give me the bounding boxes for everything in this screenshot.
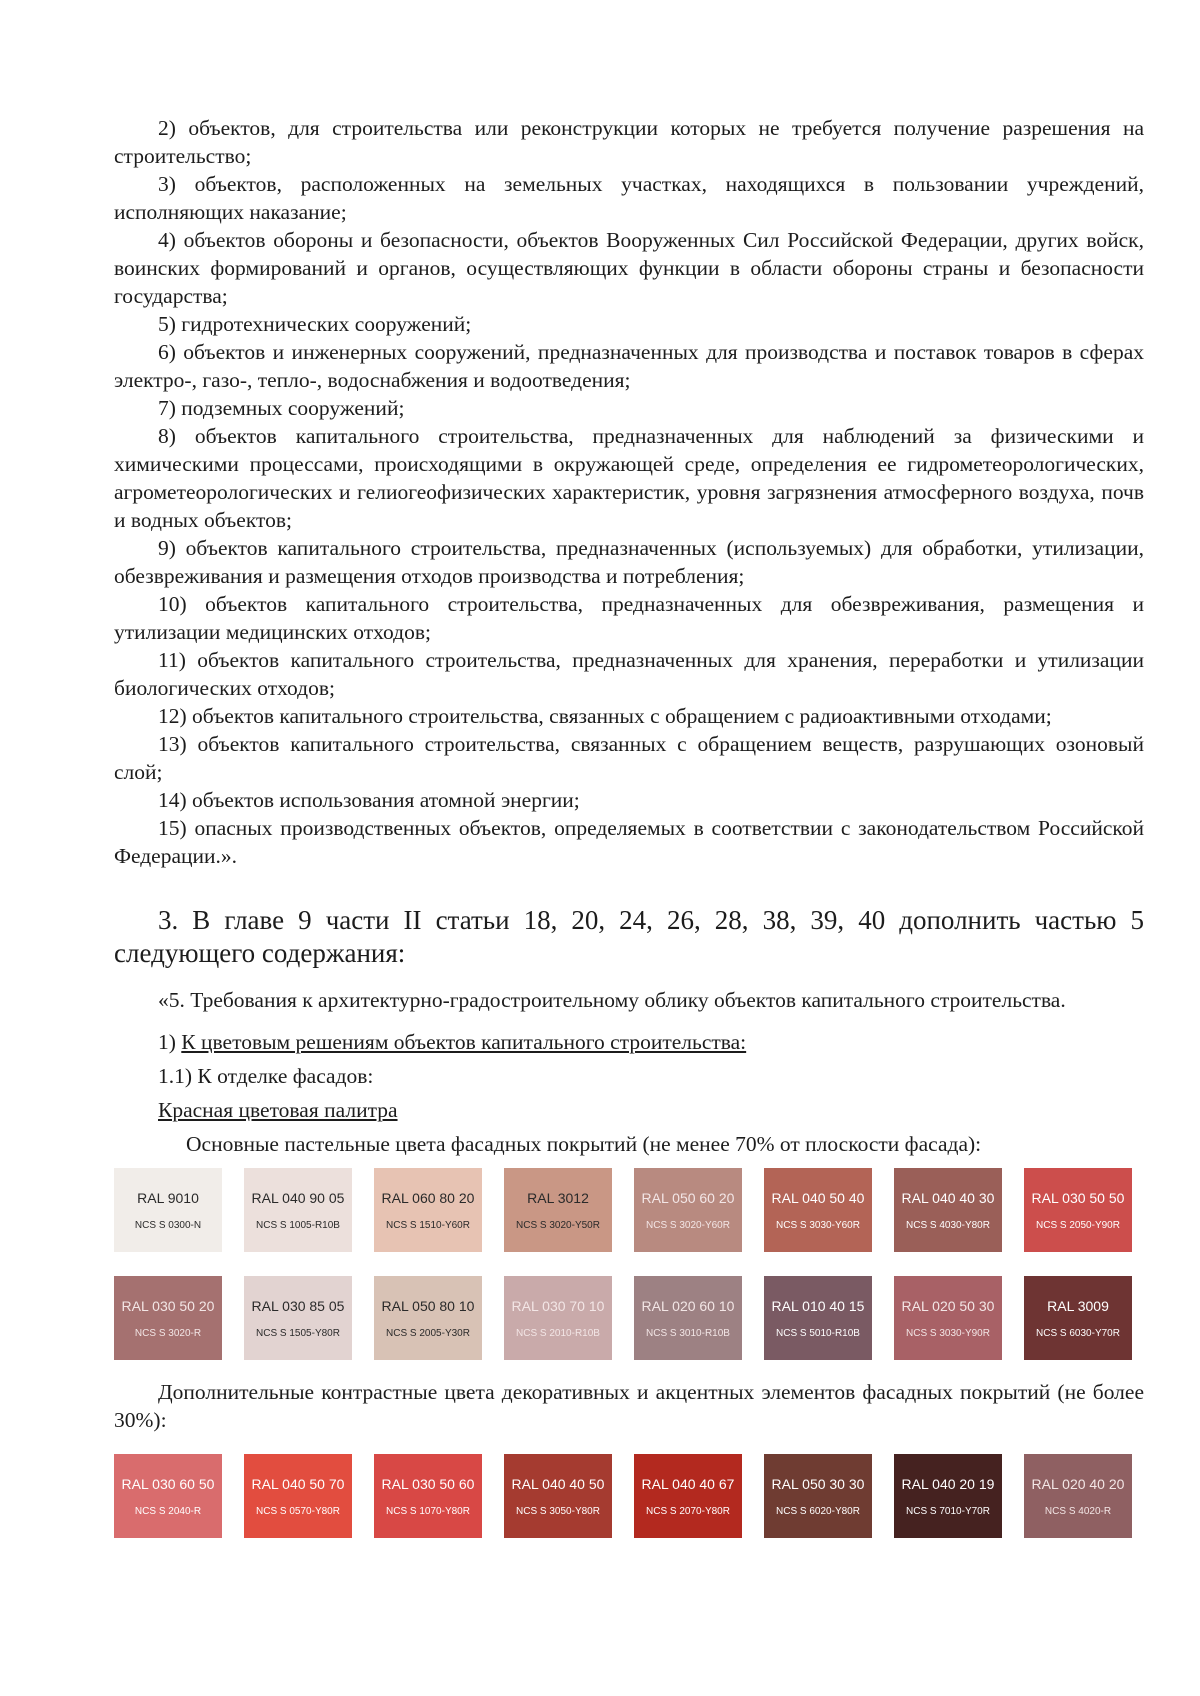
ral-code: RAL 3012 [527, 1189, 589, 1206]
ncs-code: NCS S 0570-Y80R [256, 1505, 340, 1517]
list-item: 3) объектов, расположенных на земельных участках, находящихся в пользовании учреждений, исполняющих наказание; [114, 172, 1144, 224]
ral-code: RAL 020 60 10 [641, 1297, 735, 1314]
ral-code: RAL 040 50 40 [771, 1189, 865, 1206]
main-color-swatch [634, 1276, 742, 1360]
main-color-swatch [764, 1276, 872, 1360]
ral-code: RAL 030 50 50 [1031, 1189, 1125, 1206]
numbered-list [114, 114, 1144, 870]
item-1-1: 1.1) К отделке фасадов: [158, 1064, 374, 1088]
ral-code: RAL 030 50 60 [381, 1475, 475, 1492]
ral-code: RAL 030 50 20 [121, 1297, 215, 1314]
accent-color-swatch [504, 1454, 612, 1538]
item-1 [114, 1028, 1144, 1056]
ral-code: RAL 050 80 10 [381, 1297, 475, 1314]
ncs-code: NCS S 3030-Y90R [906, 1327, 990, 1339]
main-color-swatch [894, 1276, 1002, 1360]
main-colors-caption: Основные пастельные цвета фасадных покрытий (не менее 70% от плоскости фасада): [186, 1132, 982, 1156]
accent-color-swatch [634, 1454, 742, 1538]
main-color-swatch [114, 1168, 222, 1252]
ncs-code: NCS S 1510-Y60R [386, 1219, 470, 1231]
ncs-code: NCS S 2010-R10B [516, 1327, 600, 1339]
ncs-code: NCS S 6020-Y80R [776, 1505, 860, 1517]
section-heading: 3. В главе 9 части II статьи 18, 20, 24, 26, 28, 38, 39, 40 дополнить частью 5 следующего содержания: [114, 905, 1144, 968]
ncs-code: NCS S 2050-Y90R [1036, 1219, 1120, 1231]
ncs-code: NCS S 2070-Y80R [646, 1505, 730, 1517]
list-item: 8) объектов капитального строительства, предназначенных для наблюдений за физическими и химическими процессами, происходящими в окружающей среде, определения ее гидрометеорологических, агрометеорологических и гелиогеофизических характеристик, уровня загрязнения атмосферного воздуха, почв и водных объектов; [114, 424, 1144, 532]
ncs-code: NCS S 3050-Y80R [516, 1505, 600, 1517]
ral-code: RAL 3009 [1047, 1297, 1109, 1314]
ncs-code: NCS S 7010-Y70R [906, 1505, 990, 1517]
accent-color-swatch [244, 1454, 352, 1538]
list-item: 11) объектов капитального строительства, предназначенных для хранения, переработки и утилизации биологических отходов; [114, 648, 1144, 700]
ral-code: RAL 030 60 50 [121, 1475, 215, 1492]
ral-code: RAL 060 80 20 [381, 1189, 475, 1206]
ncs-code: NCS S 4020-R [1044, 1505, 1112, 1517]
accent-color-swatch [894, 1454, 1002, 1538]
ral-code: RAL 010 40 15 [771, 1297, 865, 1314]
ncs-code: NCS S 4030-Y80R [906, 1219, 990, 1231]
ncs-code: NCS S 3020-Y50R [516, 1219, 600, 1231]
list-item: 14) объектов использования атомной энергии; [158, 788, 580, 812]
list-item: 6) объектов и инженерных сооружений, предназначенных для производства и поставок товаров в сферах электро-, газо-, тепло-, водоснабжения и водоотведения; [114, 340, 1144, 392]
palette-title: Красная цветовая палитра [158, 1098, 398, 1122]
ral-code: RAL 050 60 20 [641, 1189, 735, 1206]
ncs-code: NCS S 6030-Y70R [1036, 1327, 1120, 1339]
main-color-swatch [244, 1168, 352, 1252]
additional-colors-caption: Дополнительные контрастные цвета декоративных и акцентных элементов фасадных покрытий (не более 30%): [114, 1380, 1144, 1432]
ncs-code: NCS S 1005-R10B [256, 1219, 340, 1231]
main-color-swatch [114, 1276, 222, 1360]
ncs-code: NCS S 0300-N [134, 1219, 202, 1231]
main-color-swatch [894, 1168, 1002, 1252]
ral-code: RAL 040 20 19 [901, 1475, 995, 1492]
main-color-swatch [504, 1168, 612, 1252]
ncs-code: NCS S 3030-Y60R [776, 1219, 860, 1231]
list-item: 5) гидротехнических сооружений; [158, 312, 472, 336]
ral-code: RAL 9010 [137, 1189, 199, 1206]
additional-swatch-grid [114, 1454, 1144, 1538]
ncs-code: NCS S 2005-Y30R [386, 1327, 470, 1339]
main-color-swatch [1024, 1276, 1132, 1360]
ncs-code: NCS S 3020-R [134, 1327, 202, 1339]
main-color-swatch [504, 1276, 612, 1360]
ral-code: RAL 040 50 70 [251, 1475, 345, 1492]
list-item: 10) объектов капитального строительства, предназначенных для обезвреживания, размещения и утилизации медицинских отходов; [114, 592, 1144, 644]
ncs-code: NCS S 1070-Y80R [386, 1505, 470, 1517]
list-item: 15) опасных производственных объектов, определяемых в соответствии с законодательством Российской Федерации.». [114, 816, 1144, 868]
list-item: 13) объектов капитального строительства, связанных с обращением веществ, разрушающих озоновый слой; [114, 732, 1144, 784]
ral-code: RAL 030 85 05 [251, 1297, 345, 1314]
main-color-swatch [634, 1168, 742, 1252]
ral-code: RAL 040 40 50 [511, 1475, 605, 1492]
ncs-code: NCS S 5010-R10B [776, 1327, 860, 1339]
main-color-swatch [244, 1276, 352, 1360]
main-color-swatch [374, 1168, 482, 1252]
ncs-code: NCS S 1505-Y80R [256, 1327, 340, 1339]
list-item: 7) подземных сооружений; [158, 396, 405, 420]
list-item: 2) объектов, для строительства или реконструкции которых не требуется получение разрешения на строительство; [114, 116, 1144, 168]
ral-code: RAL 020 40 20 [1031, 1475, 1125, 1492]
ncs-code: NCS S 3020-Y60R [646, 1219, 730, 1231]
ral-code: RAL 050 30 30 [771, 1475, 865, 1492]
accent-color-swatch [114, 1454, 222, 1538]
item-1-number: 1) [158, 1030, 176, 1054]
main-swatch-grid [114, 1168, 1144, 1360]
accent-color-swatch [374, 1454, 482, 1538]
ncs-code: NCS S 3010-R10B [646, 1327, 730, 1339]
ral-code: RAL 020 50 30 [901, 1297, 995, 1314]
document-page [114, 114, 1144, 1538]
main-color-swatch [374, 1276, 482, 1360]
ncs-code: NCS S 2040-R [134, 1505, 202, 1517]
ral-code: RAL 040 40 30 [901, 1189, 995, 1206]
list-item: 4) объектов обороны и безопасности, объектов Вооруженных Сил Российской Федерации, других войск, воинских формирований и органов, осуществляющих функции в области обороны страны и безопасности государства; [114, 228, 1144, 308]
list-item: 12) объектов капитального строительства, связанных с обращением с радиоактивными отходами; [158, 704, 1052, 728]
accent-color-swatch [764, 1454, 872, 1538]
accent-color-swatch [1024, 1454, 1132, 1538]
requirement-paragraph: «5. Требования к архитектурно-градостроительному облику объектов капитального строительства. [158, 988, 1066, 1012]
ral-code: RAL 040 90 05 [251, 1189, 345, 1206]
item-1-text: К цветовым решениям объектов капитального строительства: [181, 1030, 747, 1054]
ral-code: RAL 030 70 10 [511, 1297, 605, 1314]
ral-code: RAL 040 40 67 [641, 1475, 735, 1492]
list-item: 9) объектов капитального строительства, предназначенных (используемых) для обработки, утилизации, обезвреживания и размещения отходов производства и потребления; [114, 536, 1144, 588]
main-color-swatch [764, 1168, 872, 1252]
main-color-swatch [1024, 1168, 1132, 1252]
